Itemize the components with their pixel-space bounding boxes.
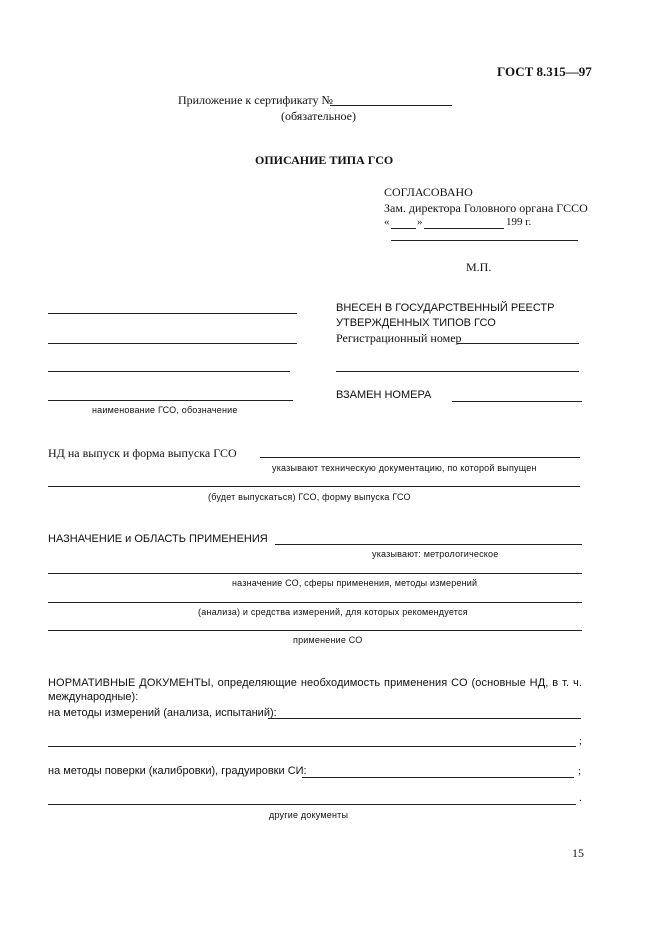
replace-number-label: ВЗАМЕН НОМЕРА xyxy=(336,389,432,401)
approval-month-blank xyxy=(424,228,504,229)
nd-release-blank xyxy=(260,457,580,458)
approval-position: Зам. директора Головного органа ГССО xyxy=(384,201,588,215)
gso-name-caption: наименование ГСО, обозначение xyxy=(92,405,238,415)
registry-heading-line-1: ВНЕСЕН В ГОСУДАРСТВЕННЫЙ РЕЕСТР xyxy=(336,302,555,314)
approval-heading: СОГЛАСОВАНО xyxy=(384,185,473,199)
stamp-label: М.П. xyxy=(466,260,492,274)
registry-heading-line-2: УТВЕРЖДЕННЫХ ТИПОВ ГСО xyxy=(336,317,496,329)
approval-signature-line xyxy=(391,240,578,241)
appendix-note: (обязательное) xyxy=(281,109,356,123)
gso-name-line-2 xyxy=(48,343,297,344)
other-documents-caption: другие документы xyxy=(269,810,349,820)
registry-extra-line xyxy=(336,371,579,372)
measurement-methods-label: на методы измерений (анализа, испытаний): xyxy=(48,707,277,719)
gso-name-line-4 xyxy=(48,400,293,401)
registration-number-label: Регистрационный номер xyxy=(336,331,462,345)
other-documents-line xyxy=(48,804,576,805)
replace-number-blank xyxy=(452,401,582,402)
purpose-blank-2 xyxy=(48,573,582,574)
purpose-caption-1: указывают: метрологическое xyxy=(372,549,499,559)
purpose-blank-4 xyxy=(48,630,582,631)
verification-methods-blank xyxy=(302,777,574,778)
document-standard-number: ГОСТ 8.315—97 xyxy=(497,64,592,79)
nd-release-label: НД на выпуск и форма выпуска ГСО xyxy=(48,446,237,460)
measurement-methods-line-2 xyxy=(48,746,576,747)
purpose-caption-2: назначение СО, сферы применения, методы измерений xyxy=(232,578,478,588)
nd-release-caption-2: (будет выпускаться) ГСО, форму выпуска ГСО xyxy=(208,492,411,502)
normative-docs-intro-continued: международные): xyxy=(48,691,139,703)
period: . xyxy=(579,792,582,804)
page-number: 15 xyxy=(572,846,584,860)
purpose-caption-3: (анализа) и средства измерений, для которых рекомендуется xyxy=(198,607,468,617)
document-title: ОПИСАНИЕ ТИПА ГСО xyxy=(255,153,394,167)
registration-number-blank xyxy=(457,343,579,344)
appendix-label: Приложение к сертификату № xyxy=(178,93,333,107)
approval-year: 199 г. xyxy=(506,216,532,228)
measurement-methods-blank xyxy=(268,718,581,719)
purpose-label: НАЗНАЧЕНИЕ и ОБЛАСТЬ ПРИМЕНЕНИЯ xyxy=(48,533,268,545)
gso-name-line-1 xyxy=(48,313,297,314)
approval-date-close-quote: » xyxy=(417,216,423,228)
purpose-blank-1 xyxy=(275,544,582,545)
semicolon-1: ; xyxy=(579,735,583,747)
normative-docs-intro: НОРМАТИВНЫЕ ДОКУМЕНТЫ, определяющие необходимость применения СО (основные НД, в т. ч. xyxy=(48,677,582,689)
approval-day-blank xyxy=(391,228,416,229)
nd-release-line-2 xyxy=(48,486,580,487)
certificate-number-blank xyxy=(330,105,452,106)
approval-date-open-quote: « xyxy=(384,216,390,228)
purpose-blank-3 xyxy=(48,602,582,603)
verification-methods-label: на методы поверки (калибровки), градуировки СИ: xyxy=(48,765,307,777)
nd-release-caption-1: указывают техническую документацию, по которой выпущен xyxy=(272,463,537,473)
purpose-caption-4: применение СО xyxy=(293,635,363,645)
semicolon-2: ; xyxy=(578,765,582,777)
gso-name-line-3 xyxy=(48,371,290,372)
